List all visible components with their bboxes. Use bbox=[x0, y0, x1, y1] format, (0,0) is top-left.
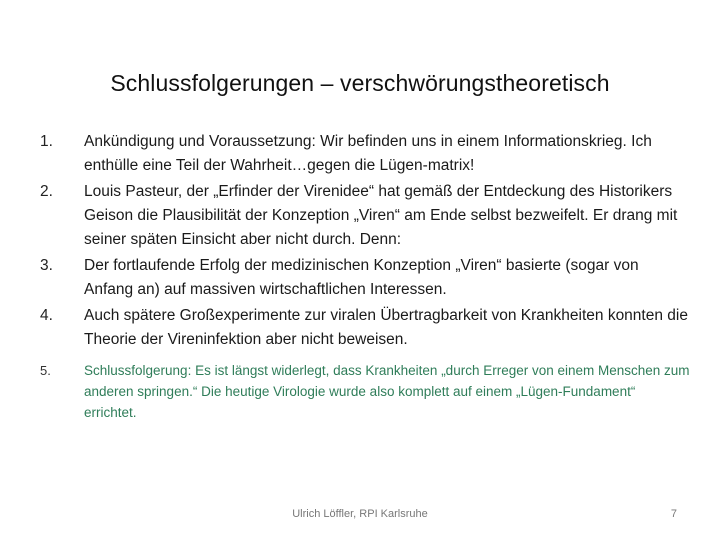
list-item bbox=[40, 180, 690, 252]
list-item bbox=[40, 304, 690, 352]
list-item-number: 1. bbox=[40, 133, 53, 150]
conclusion-list bbox=[40, 130, 690, 423]
list-item-number: 3. bbox=[40, 257, 53, 274]
slide-title: Schlussfolgerungen – verschwörungstheoretisch bbox=[110, 70, 610, 96]
list-item-number: 2. bbox=[40, 183, 53, 200]
slide-footer: Ulrich Löffler, RPI Karlsruhe bbox=[292, 508, 428, 520]
conclusion-item bbox=[40, 360, 690, 423]
list-item-number: 4. bbox=[40, 307, 53, 324]
list-item-text: Ankündigung und Voraussetzung: Wir befinden uns in einem Informationskrieg. Ich enthülle eine Teil der Wahrheit…gegen die Lügen-matrix! bbox=[84, 133, 652, 174]
list-item bbox=[40, 254, 690, 302]
list-item bbox=[40, 130, 690, 178]
conclusion-text: Schlussfolgerung: Es ist längst widerlegt, dass Krankheiten „durch Erreger von einem Menschen zum anderen springen.“ Die heutige Virologie wurde also komplett auf einem „Lügen-Fundament“ errichtet. bbox=[84, 363, 690, 420]
list-item-text: Louis Pasteur, der „Erfinder der Virenidee“ hat gemäß der Entdeckung des Historikers Geison die Plausibilität der Konzeption „Viren“ am Ende selbst bezweifelt. Er drang mit seiner späten Einsicht aber nicht durch. Denn: bbox=[84, 183, 678, 248]
list-item-number: 5. bbox=[40, 363, 51, 378]
list-item-text: Der fortlaufende Erfolg der medizinischen Konzeption „Viren“ basierte (sogar von Anfang an) auf massiven wirtschaftlichen Interessen. bbox=[84, 257, 639, 298]
list-item-text: Auch spätere Großexperimente zur viralen Übertragbarkeit von Krankheiten konnten die Theorie der Vireninfektion aber nicht beweisen. bbox=[84, 307, 688, 348]
page-number: 7 bbox=[670, 508, 677, 520]
